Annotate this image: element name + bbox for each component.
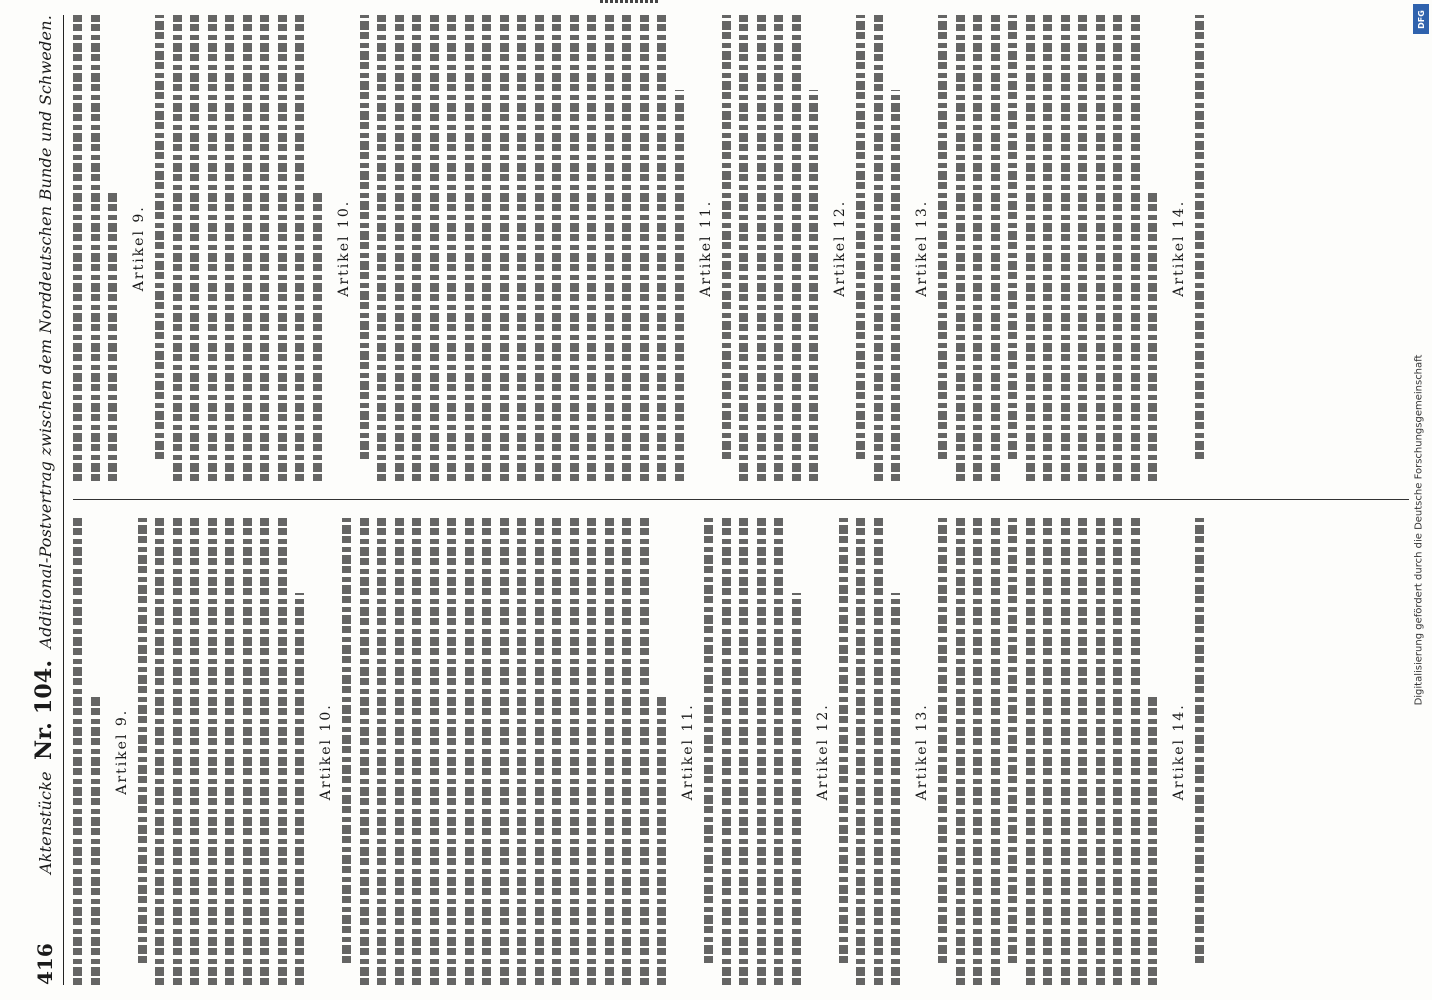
text-line bbox=[1043, 519, 1052, 986]
text-line bbox=[839, 519, 848, 964]
text-line bbox=[73, 519, 82, 986]
paragraph bbox=[938, 519, 1157, 986]
swedish-article-heading: Artikel 10. bbox=[335, 199, 352, 297]
text-line bbox=[138, 519, 147, 964]
text-line bbox=[482, 15, 491, 482]
text-line bbox=[412, 519, 421, 986]
text-line bbox=[208, 15, 217, 482]
swedish-article-heading: Artikel 14. bbox=[1171, 199, 1187, 297]
text-line bbox=[430, 519, 439, 986]
text-line bbox=[792, 15, 801, 482]
text-line bbox=[243, 15, 252, 482]
text-line bbox=[225, 519, 234, 986]
text-line bbox=[243, 519, 252, 986]
text-line bbox=[792, 593, 801, 985]
text-line bbox=[447, 15, 456, 482]
text-line bbox=[482, 519, 491, 986]
text-line bbox=[155, 519, 164, 986]
text-line bbox=[1113, 519, 1122, 986]
text-line bbox=[1148, 696, 1157, 985]
text-line bbox=[1061, 519, 1070, 986]
text-line bbox=[739, 15, 748, 482]
text-line bbox=[500, 15, 509, 482]
text-line bbox=[1026, 15, 1035, 482]
text-line bbox=[622, 15, 631, 482]
german-article-heading: Artikel 9. bbox=[113, 708, 130, 795]
text-line bbox=[570, 519, 579, 986]
paragraph bbox=[155, 15, 322, 482]
text-line bbox=[640, 15, 649, 482]
text-line bbox=[938, 15, 947, 460]
text-line bbox=[1061, 15, 1070, 482]
text-line bbox=[739, 519, 748, 986]
text-line bbox=[535, 519, 544, 986]
text-line bbox=[605, 15, 614, 482]
text-line bbox=[377, 15, 386, 482]
text-line bbox=[1148, 192, 1157, 481]
text-line bbox=[517, 15, 526, 482]
text-line bbox=[774, 15, 783, 482]
text-line bbox=[342, 519, 351, 964]
paragraph bbox=[1195, 519, 1204, 986]
paragraph bbox=[938, 15, 1157, 482]
text-line bbox=[1131, 15, 1140, 482]
text-line bbox=[260, 519, 269, 986]
text-line bbox=[991, 15, 1000, 482]
running-title-left: Aktenstücke bbox=[36, 771, 55, 874]
text-line bbox=[657, 15, 666, 482]
text-line bbox=[1078, 15, 1087, 482]
text-line bbox=[190, 519, 199, 986]
column-divider bbox=[73, 500, 1409, 501]
text-line bbox=[891, 593, 900, 985]
text-line bbox=[430, 15, 439, 482]
text-line bbox=[108, 192, 117, 481]
text-line bbox=[1096, 15, 1105, 482]
text-line bbox=[377, 519, 386, 986]
text-line bbox=[91, 696, 100, 985]
text-line bbox=[891, 90, 900, 482]
text-line bbox=[1043, 15, 1052, 482]
text-line bbox=[1195, 519, 1204, 964]
text-line bbox=[874, 519, 883, 986]
german-article-heading: Artikel 11. bbox=[680, 703, 696, 801]
paragraph bbox=[1195, 15, 1204, 482]
text-line bbox=[704, 519, 713, 964]
text-line bbox=[395, 519, 404, 986]
scan-edge-marks bbox=[600, 0, 660, 3]
german-article-heading: Artikel 13. bbox=[914, 703, 930, 801]
dfg-logo bbox=[1413, 4, 1429, 34]
text-line bbox=[465, 15, 474, 482]
text-line bbox=[535, 15, 544, 482]
text-line bbox=[587, 15, 596, 482]
text-line bbox=[757, 519, 766, 986]
german-column bbox=[73, 519, 1409, 986]
german-article-heading: Artikel 14. bbox=[1171, 703, 1187, 801]
text-line bbox=[1096, 519, 1105, 986]
text-line bbox=[605, 519, 614, 986]
text-line bbox=[856, 519, 865, 986]
text-line bbox=[360, 15, 369, 460]
swedish-article-heading: Artikel 13. bbox=[914, 199, 930, 297]
text-line bbox=[622, 519, 631, 986]
digitization-credit bbox=[1412, 150, 1426, 910]
text-line bbox=[874, 15, 883, 482]
text-line bbox=[1008, 519, 1017, 964]
running-title-right: Additional-Postvertrag zwischen dem Norddeutschen Bunde und Schweden. bbox=[36, 15, 55, 649]
text-line bbox=[208, 519, 217, 986]
text-line bbox=[1078, 519, 1087, 986]
text-line bbox=[295, 15, 304, 482]
text-line bbox=[155, 15, 164, 460]
paragraph bbox=[360, 15, 684, 482]
text-line bbox=[552, 15, 561, 482]
two-column-body bbox=[73, 15, 1409, 985]
swedish-article-heading: Artikel 11. bbox=[697, 199, 714, 297]
text-line bbox=[587, 519, 596, 986]
text-line bbox=[973, 519, 982, 986]
text-line bbox=[313, 192, 322, 481]
text-line bbox=[278, 15, 287, 482]
text-line bbox=[517, 519, 526, 986]
paragraph bbox=[704, 519, 801, 986]
text-line bbox=[757, 15, 766, 482]
german-article-heading: Artikel 12. bbox=[814, 703, 831, 801]
paragraph bbox=[839, 519, 901, 986]
text-line bbox=[722, 15, 731, 460]
text-line bbox=[500, 519, 509, 986]
page-number: 416 bbox=[33, 943, 57, 985]
text-line bbox=[73, 15, 82, 482]
text-line bbox=[190, 15, 199, 482]
paragraph bbox=[138, 519, 305, 986]
swedish-article-heading: Artikel 9. bbox=[131, 205, 147, 292]
text-line bbox=[938, 519, 947, 964]
text-line bbox=[91, 15, 100, 482]
text-line bbox=[956, 519, 965, 986]
page-header bbox=[17, 15, 64, 985]
digitization-credit-text: Digitalisierung gefördert durch die Deutsche Forschungsgemeinschaft bbox=[1413, 354, 1425, 706]
german-article-heading: Artikel 10. bbox=[318, 703, 334, 801]
text-line bbox=[657, 696, 666, 985]
rotated-page bbox=[11, 5, 1421, 995]
text-line bbox=[360, 519, 369, 986]
text-line bbox=[465, 519, 474, 986]
text-line bbox=[173, 519, 182, 986]
text-line bbox=[640, 519, 649, 986]
swedish-article-heading: Artikel 12. bbox=[832, 199, 848, 297]
text-line bbox=[991, 519, 1000, 986]
text-line bbox=[552, 519, 561, 986]
paragraph bbox=[856, 15, 900, 482]
paragraph bbox=[73, 519, 100, 986]
text-line bbox=[956, 15, 965, 482]
text-line bbox=[395, 15, 404, 482]
swedish-column bbox=[73, 15, 1409, 482]
text-line bbox=[774, 519, 783, 986]
text-line bbox=[675, 90, 684, 482]
paragraph bbox=[722, 15, 819, 482]
document-number: Nr. 104. bbox=[31, 659, 57, 760]
text-line bbox=[412, 15, 421, 482]
text-line bbox=[809, 90, 818, 482]
text-line bbox=[1008, 15, 1017, 460]
text-line bbox=[1113, 15, 1122, 482]
text-line bbox=[260, 15, 269, 482]
text-line bbox=[173, 15, 182, 482]
text-line bbox=[278, 519, 287, 986]
dfg-logo-text: DFG bbox=[1416, 9, 1426, 29]
text-line bbox=[447, 519, 456, 986]
text-line bbox=[570, 15, 579, 482]
text-line bbox=[1026, 519, 1035, 986]
text-line bbox=[1195, 15, 1204, 460]
text-line bbox=[973, 15, 982, 482]
text-line bbox=[1131, 519, 1140, 986]
running-title bbox=[31, 15, 57, 874]
text-line bbox=[856, 15, 865, 460]
paragraph bbox=[342, 519, 666, 986]
paragraph bbox=[73, 15, 117, 482]
text-line bbox=[295, 593, 304, 985]
text-line bbox=[225, 15, 234, 482]
text-line bbox=[722, 519, 731, 986]
